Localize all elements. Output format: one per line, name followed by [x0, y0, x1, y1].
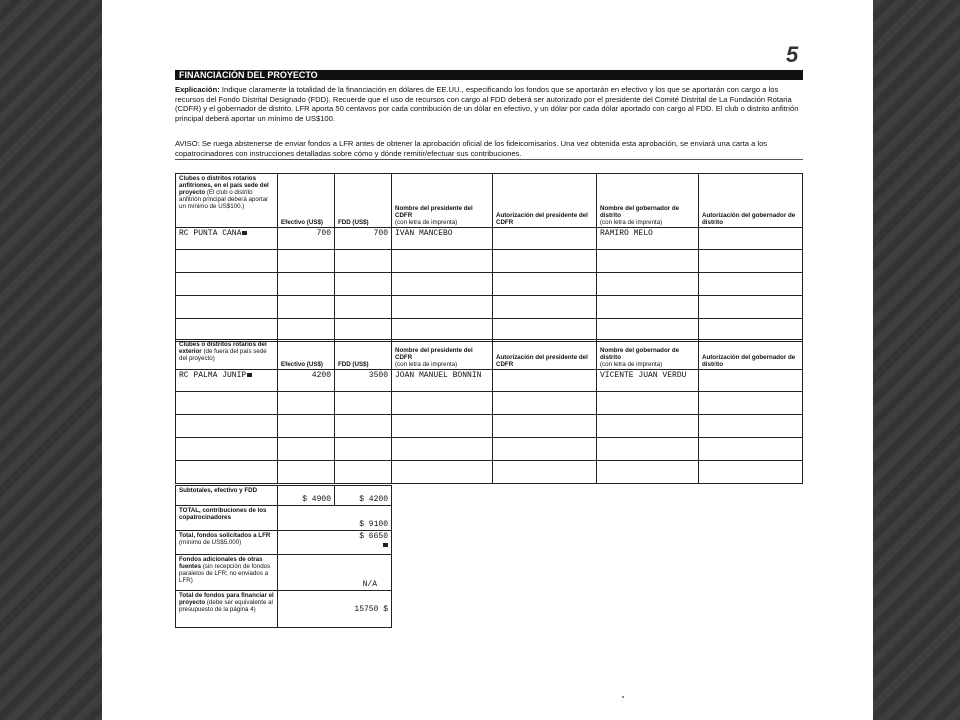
- foreign-president-header: Nombre del presidente del CDFR (con letra de imprenta): [392, 340, 493, 370]
- subtotal-fdd[interactable]: $ 4200: [335, 486, 392, 506]
- additional-funds-label: Fondos adicionales de otras fuentes (sin recepción de fondos paralelos de LFR; no enviados a LFR): [176, 555, 278, 591]
- host-fdd-header: FDD (US$): [335, 174, 392, 228]
- total-contributions-row: [176, 506, 392, 531]
- governor-cell[interactable]: VICENTE JUAN VERDU: [597, 370, 699, 392]
- foreign-president-auth-header: Autorización del presidente del CDFR: [493, 340, 597, 370]
- foreign-fdd-header: FDD (US$): [335, 340, 392, 370]
- total-requested-row: [176, 531, 392, 555]
- field-marker-icon: [242, 231, 247, 235]
- table-row: [176, 415, 803, 438]
- notice-paragraph: AVISO: Se ruega abstenerse de enviar fondos a LFR antes de obtener la aprobación oficial de los fideicomisarios. Una vez obtenida esta aprobación, se enviará una carta a los copatrocinadores con instrucciones detalladas sobre cómo y dónde remitir/efectuar sus contribuciones.: [175, 139, 768, 158]
- total-requested-label: Total, fondos solicitados a LFR (mínimo de US$5.000): [176, 531, 278, 555]
- table-row: [176, 250, 803, 273]
- subtotals-row: [176, 486, 392, 506]
- subtotal-efectivo[interactable]: $ 4900: [278, 486, 335, 506]
- host-clubs-table: [175, 173, 803, 342]
- right-border-pattern: [873, 0, 960, 720]
- additional-funds-row: [176, 555, 392, 591]
- subtotals-label: Subtotales, efectivo y FDD: [176, 486, 278, 506]
- total-funds-value[interactable]: 15750 $: [278, 591, 392, 628]
- president-auth-cell[interactable]: [493, 370, 597, 392]
- left-border-pattern: [0, 0, 102, 720]
- table-row: [176, 296, 803, 319]
- president-cell[interactable]: IVAN MANCEBO: [392, 228, 493, 250]
- host-president-auth-header: Autorización del presidente del CDFR: [493, 174, 597, 228]
- president-auth-cell[interactable]: [493, 228, 597, 250]
- club-cell[interactable]: RC PUNTA CANA: [176, 228, 278, 250]
- efectivo-cell[interactable]: 700: [278, 228, 335, 250]
- table-row: [176, 273, 803, 296]
- host-header-row: [176, 174, 803, 228]
- foreign-header-row: [176, 340, 803, 370]
- host-governor-header: Nombre del gobernador de distrito (con letra de imprenta): [597, 174, 699, 228]
- table-row: [176, 370, 803, 392]
- section-title: FINANCIACIÓN DEL PROYECTO: [175, 70, 803, 80]
- field-marker-icon: [383, 543, 388, 547]
- page-number: 5: [786, 42, 799, 67]
- table-row: [176, 228, 803, 250]
- summary-table: [175, 485, 392, 628]
- total-funds-label: Total de fondos para financiar el proyecto (debe ser equivalente al presupuesto de la página 4): [176, 591, 278, 628]
- governor-auth-cell[interactable]: [699, 370, 803, 392]
- explanation-label: Explicación:: [175, 85, 220, 94]
- explanation-paragraph: [175, 85, 801, 123]
- divider: [175, 159, 803, 160]
- total-contributions-label: TOTAL, contribuciones de los copatrocinadores: [176, 506, 278, 531]
- total-funds-row: [176, 591, 392, 628]
- foreign-governor-header: Nombre del gobernador de distrito (con letra de imprenta): [597, 340, 699, 370]
- club-cell[interactable]: RC PALMA JUNIP: [176, 370, 278, 392]
- president-cell[interactable]: JOAN MANUEL BONNIN: [392, 370, 493, 392]
- additional-funds-value[interactable]: N/A: [278, 555, 392, 591]
- foreign-governor-auth-header: Autorización del gobernador de distrito: [699, 340, 803, 370]
- host-efectivo-header: Efectivo (US$): [278, 174, 335, 228]
- governor-cell[interactable]: RAMIRO MELO: [597, 228, 699, 250]
- foreign-club-header: Clubes o distritos rotarios del exterior (de fuera del país sede del proyecto): [176, 340, 278, 370]
- efectivo-cell[interactable]: 4200: [278, 370, 335, 392]
- total-requested-value[interactable]: $ 6650: [278, 531, 392, 555]
- host-governor-auth-header: Autorización del gobernador de distrito: [699, 174, 803, 228]
- fdd-cell[interactable]: 700: [335, 228, 392, 250]
- foreign-efectivo-header: Efectivo (US$): [278, 340, 335, 370]
- table-row: [176, 392, 803, 415]
- total-contributions-value[interactable]: $ 9100: [278, 506, 392, 531]
- explanation-text: Indique claramente la totalidad de la financiación en dólares de EE.UU., especificando los fondos que se aportarán en efectivo y los que se aportarán con cargo a los recursos del Fondo Distrital Designado (FDD). Recuerde que el uso de recursos con cargo al FDD deberá ser autorizado por el presidente del Comité Distrital de La Fundación Rotaria (CDFR) y el gobernador de distrito. LFR aporta 50 centavos por cada contribución de un dólar en efectivo, y un dólar por cada dólar aportado con cargo al FDD. El club o distrito anfitrión principal deberá aportar un mínimo de US$100.: [175, 85, 799, 123]
- host-club-header: Clubes o distritos rotarios anfitriones, en el país sede del proyecto (El club o distrito anfitrión principal deberá aportar un mínimo de US$100.): [176, 174, 278, 228]
- foreign-clubs-table: [175, 339, 803, 484]
- host-president-header: Nombre del presidente del CDFR (con letra de imprenta): [392, 174, 493, 228]
- scan-speck: [622, 696, 624, 698]
- field-marker-icon: [247, 373, 252, 377]
- table-row: [176, 461, 803, 484]
- fdd-cell[interactable]: 3500: [335, 370, 392, 392]
- governor-auth-cell[interactable]: [699, 228, 803, 250]
- table-row: [176, 438, 803, 461]
